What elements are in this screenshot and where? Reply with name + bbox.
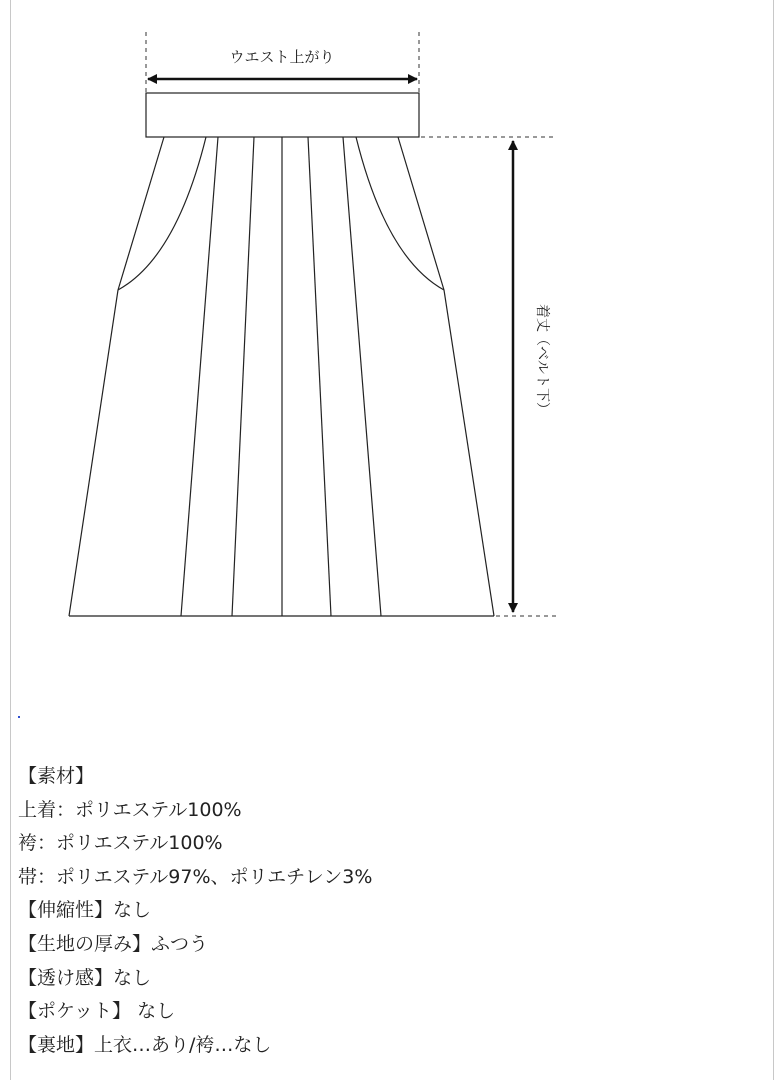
pocket-right: [356, 137, 444, 290]
skirt-body: [69, 137, 494, 616]
spec-lining: 【裏地】上衣…あり/袴…なし: [18, 1033, 272, 1056]
spec-thickness: 【生地の厚み】ふつう: [18, 932, 209, 955]
stray-dot: [18, 716, 20, 718]
skirt-left-edge-lower: [69, 290, 118, 616]
pleat-2: [232, 137, 254, 616]
pleat-4: [308, 137, 331, 616]
spec-material-hakama: 袴：ポリエステル100%: [18, 832, 223, 855]
pocket-left: [118, 137, 206, 290]
waist-measure: [146, 32, 419, 92]
skirt-right-edge-lower: [444, 290, 494, 616]
spec-material-heading: 【素材】: [18, 765, 95, 787]
length-measure: [421, 137, 556, 616]
spec-pocket: 【ポケット】 なし: [18, 1000, 176, 1023]
spec-sheerness: 【透け感】なし: [18, 966, 152, 989]
waistband: [146, 93, 419, 137]
pleat-1: [181, 137, 218, 616]
spec-list: [18, 760, 372, 1062]
pleat-5: [343, 137, 381, 616]
waist-label: ウエスト上がり: [229, 48, 335, 66]
skirt-left-edge-upper: [118, 137, 164, 290]
spec-stretch: 【伸縮性】なし: [18, 899, 152, 922]
length-label: 着丈（ベルト下）: [534, 304, 550, 416]
skirt-right-edge-upper: [398, 137, 444, 290]
spec-material-obi: 帯：ポリエステル97%、ポリエチレン3%: [18, 865, 373, 888]
spec-material-top: 上着：ポリエステル100%: [18, 798, 242, 821]
